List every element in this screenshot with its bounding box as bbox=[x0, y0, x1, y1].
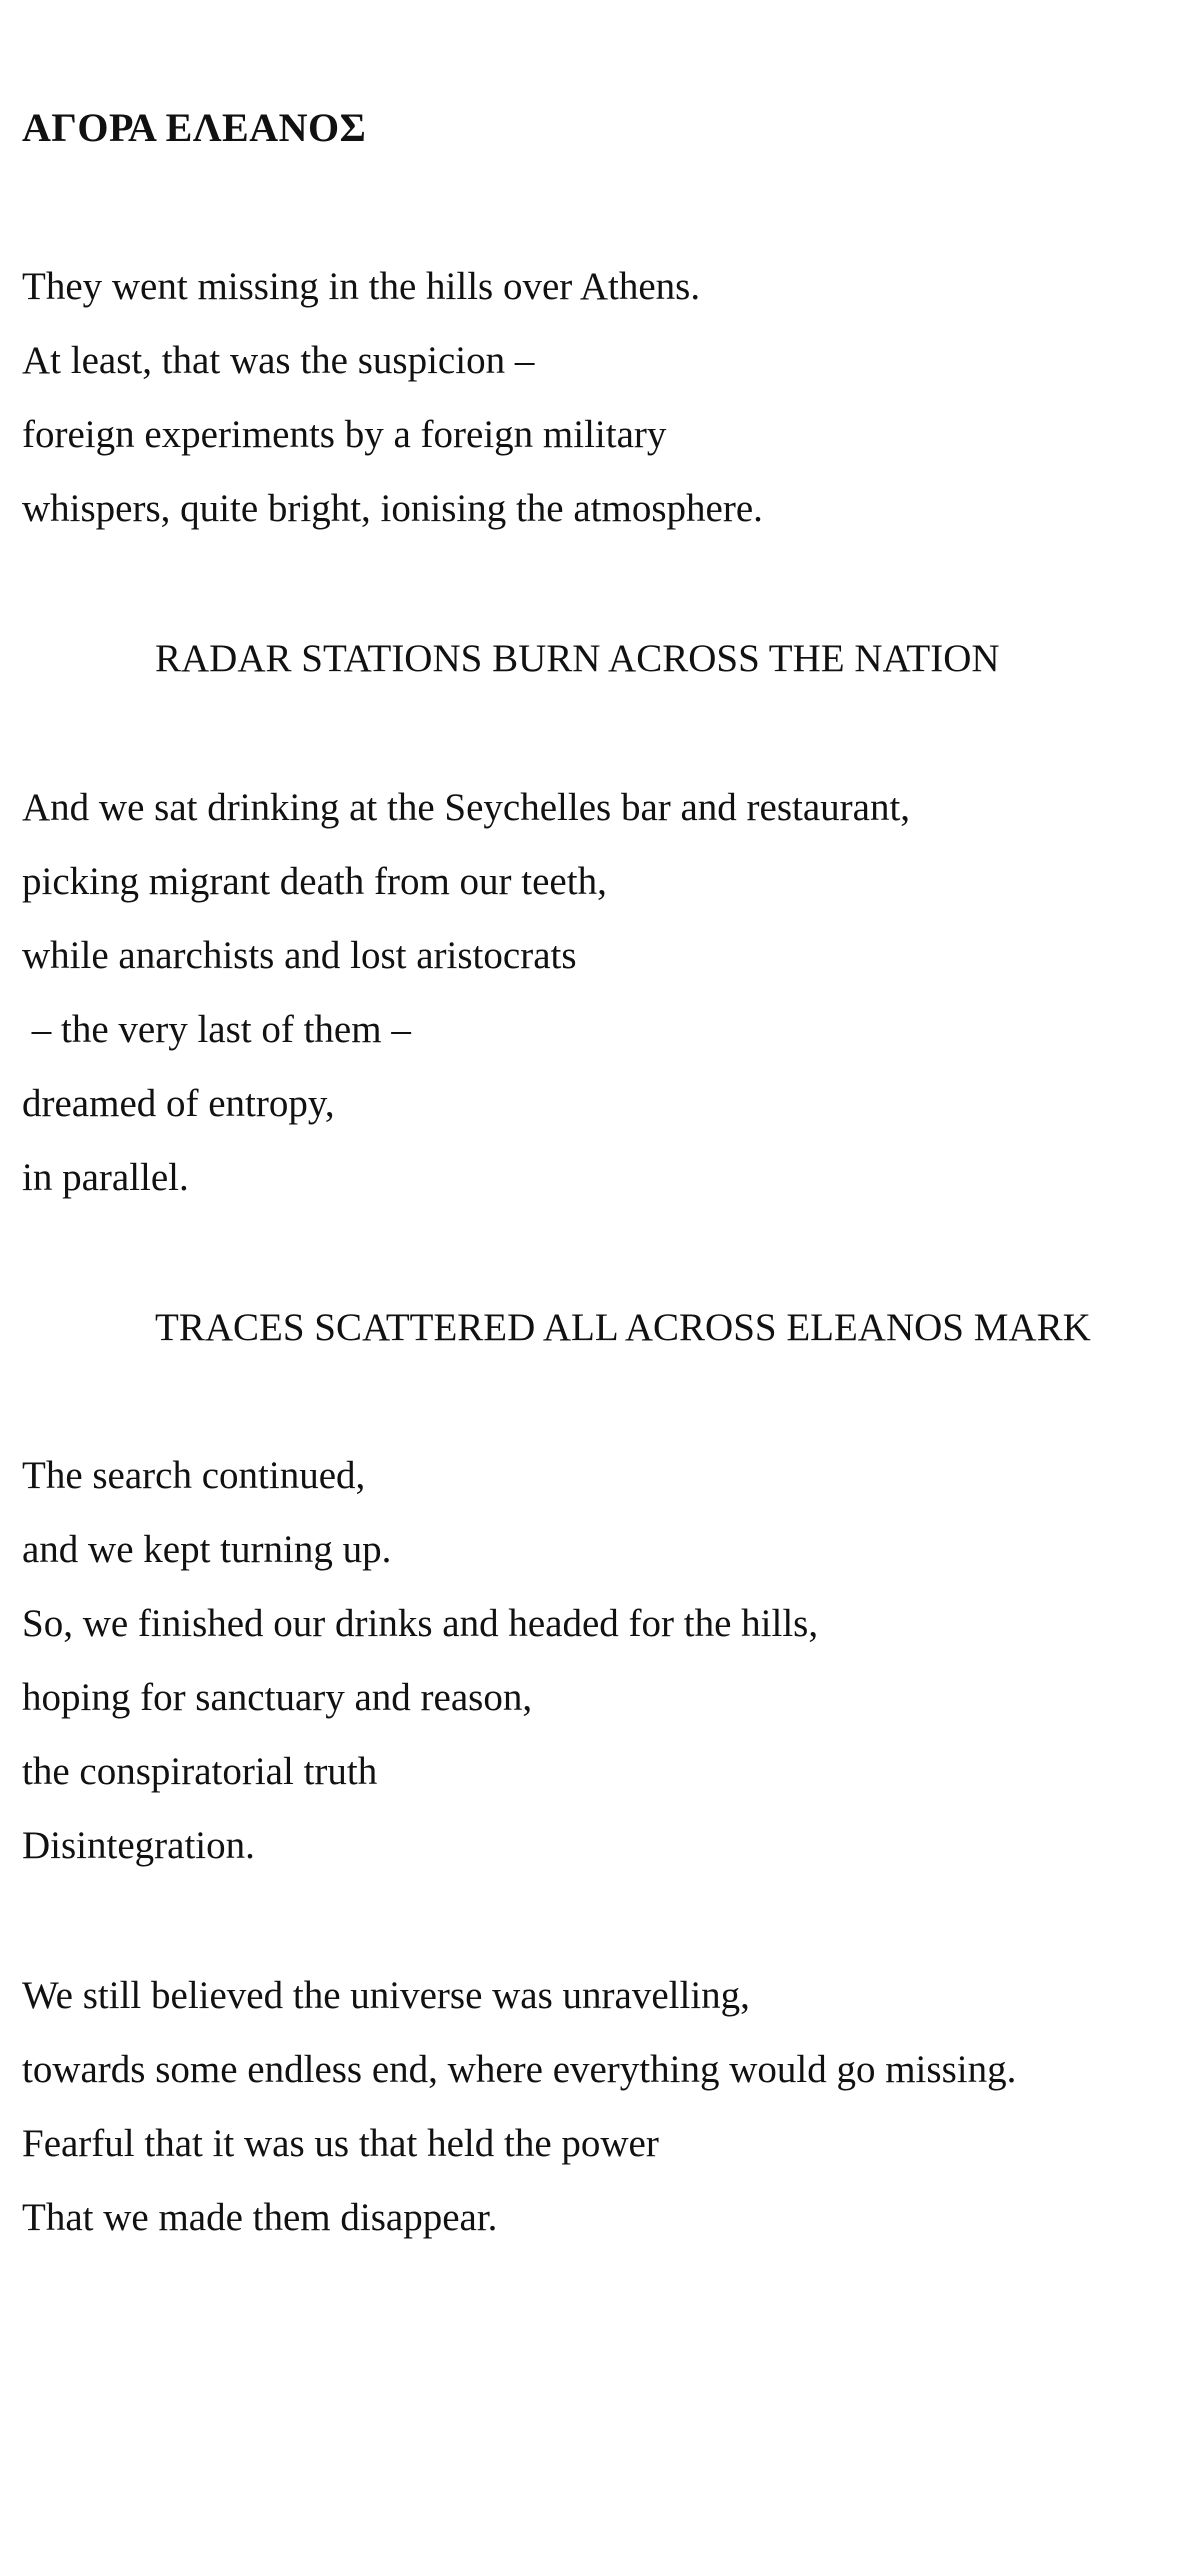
poem-line: dreamed of entropy, bbox=[22, 1082, 335, 1125]
headline-traces-scattered: TRACES SCATTERED ALL ACROSS ELEANOS MARK bbox=[155, 1306, 1091, 1349]
poem-line: whispers, quite bright, ionising the atmosphere. bbox=[22, 487, 763, 530]
poem-line: And we sat drinking at the Seychelles bar and restaurant, bbox=[22, 786, 911, 829]
poem-line: foreign experiments by a foreign military bbox=[22, 413, 667, 456]
poem-line: We still believed the universe was unravelling, bbox=[22, 1974, 750, 2017]
stanza-2 bbox=[22, 771, 910, 1215]
poem-line: So, we finished our drinks and headed for the hills, bbox=[22, 1602, 819, 1645]
stanza-1 bbox=[22, 250, 763, 546]
poem-line: Disintegration. bbox=[22, 1824, 255, 1867]
poem-line: picking migrant death from our teeth, bbox=[22, 860, 607, 903]
poem-line: while anarchists and lost aristocrats bbox=[22, 934, 577, 977]
stanza-4 bbox=[22, 1959, 1016, 2255]
poem-line: towards some endless end, where everything would go missing. bbox=[22, 2048, 1017, 2091]
poem-line: Fearful that it was us that held the power bbox=[22, 2122, 659, 2165]
poem-line: That we made them disappear. bbox=[22, 2196, 498, 2239]
poem-line: At least, that was the suspicion – bbox=[22, 339, 535, 382]
poem-line: They went missing in the hills over Athens. bbox=[22, 265, 701, 308]
headline-radar-stations: RADAR STATIONS BURN ACROSS THE NATION bbox=[155, 637, 1000, 680]
poem-line: The search continued, bbox=[22, 1454, 366, 1497]
poem-line: in parallel. bbox=[22, 1156, 189, 1199]
poem-line: – the very last of them – bbox=[22, 1008, 411, 1051]
poem-line: the conspiratorial truth bbox=[22, 1750, 378, 1793]
poem-line: and we kept turning up. bbox=[22, 1528, 392, 1571]
stanza-3 bbox=[22, 1439, 818, 1883]
poem-title: ΑΓΟΡΑ ΕΛΕΑΝΟΣ bbox=[22, 105, 367, 150]
poem-line: hoping for sanctuary and reason, bbox=[22, 1676, 533, 1719]
